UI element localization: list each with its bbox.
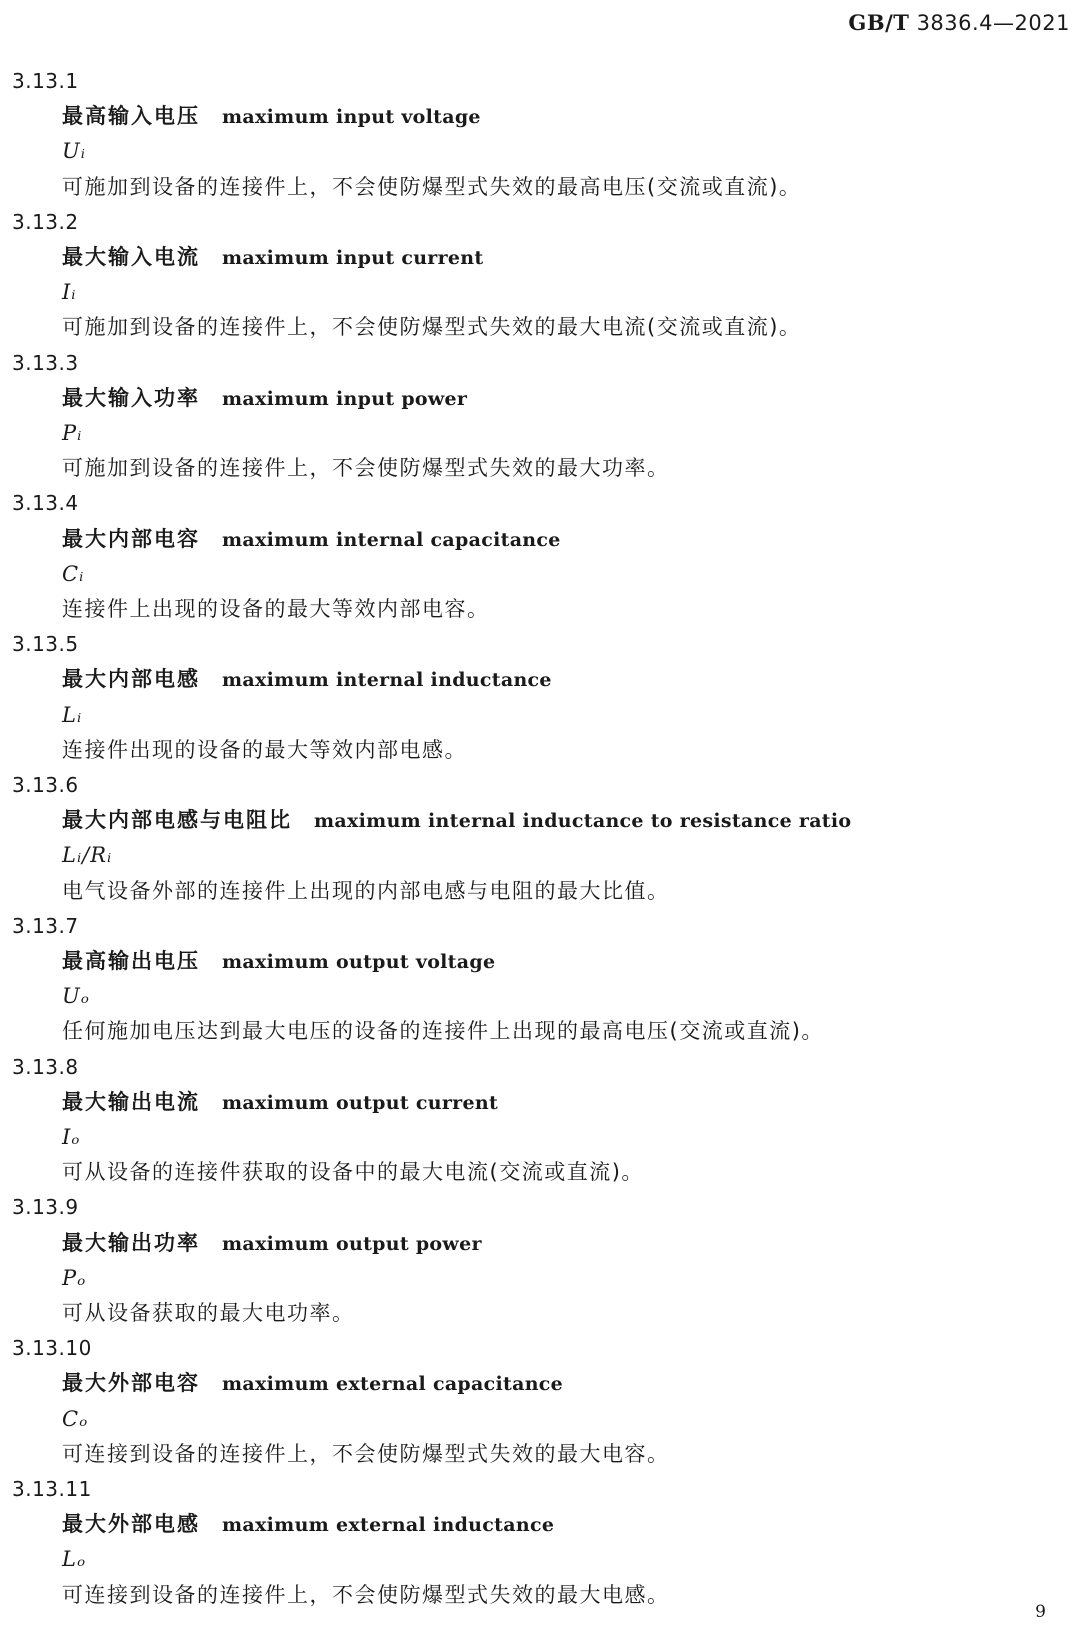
term-entry bbox=[0, 1331, 1080, 1472]
term-heading bbox=[0, 1226, 1080, 1261]
term-definition: 可施加到设备的连接件上，不会使防爆型式失效的最大功率。 bbox=[62, 456, 670, 481]
term-definition: 可连接到设备的连接件上，不会使防爆型式失效的最大电感。 bbox=[62, 1582, 670, 1607]
term-symbol: Uₒ bbox=[62, 984, 90, 1009]
term-chinese: 最大内部电感与电阻比 bbox=[62, 808, 292, 833]
term-definition: 连接件出现的设备的最大等效内部电感。 bbox=[62, 737, 467, 762]
term-entry bbox=[0, 64, 1080, 205]
term-english: maximum internal inductance to resistance ratio bbox=[314, 810, 852, 833]
term-heading bbox=[0, 99, 1080, 134]
term-definition: 可施加到设备的连接件上，不会使防爆型式失效的最大电流(交流或直流)。 bbox=[62, 315, 802, 340]
term-english: maximum external capacitance bbox=[222, 1373, 564, 1396]
term-symbol: Iᵢ bbox=[62, 280, 77, 305]
term-english: maximum external inductance bbox=[222, 1514, 555, 1537]
term-entry bbox=[0, 627, 1080, 768]
term-definition: 可连接到设备的连接件上，不会使防爆型式失效的最大电容。 bbox=[62, 1441, 670, 1466]
clause-number: 3.13.1 bbox=[12, 69, 79, 93]
term-symbol: Uᵢ bbox=[62, 139, 86, 164]
term-chinese: 最大外部电容 bbox=[62, 1371, 200, 1396]
term-heading bbox=[0, 240, 1080, 275]
term-chinese: 最大输入功率 bbox=[62, 385, 200, 410]
term-definition: 可从设备的连接件获取的设备中的最大电流(交流或直流)。 bbox=[62, 1160, 644, 1185]
term-chinese: 最大内部电容 bbox=[62, 526, 200, 551]
term-heading bbox=[0, 1507, 1080, 1542]
term-chinese: 最大输出功率 bbox=[62, 1230, 200, 1255]
term-definition: 任何施加电压达到最大电压的设备的连接件上出现的最高电压(交流或直流)。 bbox=[62, 1019, 824, 1044]
term-entry bbox=[0, 486, 1080, 627]
term-heading bbox=[0, 522, 1080, 557]
clause-number: 3.13.3 bbox=[12, 350, 79, 375]
clause-number: 3.13.11 bbox=[12, 1476, 92, 1501]
term-english: maximum input current bbox=[222, 246, 484, 269]
clause-number: 3.13.10 bbox=[12, 1336, 92, 1361]
term-heading bbox=[0, 944, 1080, 979]
standard-header bbox=[848, 10, 1070, 35]
term-entry bbox=[0, 205, 1080, 346]
standard-code: GB/T bbox=[848, 10, 910, 35]
term-english: maximum input voltage bbox=[222, 106, 481, 129]
term-entry bbox=[0, 1050, 1080, 1191]
term-symbol: Lᵢ/Rᵢ bbox=[62, 843, 113, 868]
term-chinese: 最大输入电流 bbox=[62, 244, 200, 269]
term-english: maximum input power bbox=[222, 387, 468, 410]
clause-number: 3.13.2 bbox=[12, 209, 79, 234]
standard-number: 3836.4—2021 bbox=[916, 11, 1070, 35]
term-entry bbox=[0, 909, 1080, 1050]
term-definition: 连接件上出现的设备的最大等效内部电容。 bbox=[62, 596, 490, 621]
term-heading bbox=[0, 381, 1080, 416]
term-heading bbox=[0, 662, 1080, 697]
term-symbol: Pᵢ bbox=[62, 420, 83, 445]
term-english: maximum internal capacitance bbox=[222, 528, 561, 551]
term-symbol: Cᵢ bbox=[62, 561, 85, 586]
term-english: maximum output voltage bbox=[222, 950, 496, 973]
term-heading bbox=[0, 1085, 1080, 1120]
page-number: 9 bbox=[1035, 1602, 1046, 1622]
term-definition: 电气设备外部的连接件上出现的内部电感与电阻的最大比值。 bbox=[62, 878, 670, 903]
clause-number: 3.13.6 bbox=[12, 772, 79, 797]
term-entry bbox=[0, 346, 1080, 487]
term-heading bbox=[0, 803, 1080, 838]
term-definition: 可施加到设备的连接件上，不会使防爆型式失效的最高电压(交流或直流)。 bbox=[62, 174, 802, 199]
term-definition: 可从设备获取的最大电功率。 bbox=[62, 1300, 355, 1325]
term-definitions bbox=[0, 64, 1080, 1613]
term-english: maximum output current bbox=[222, 1091, 499, 1114]
clause-number: 3.13.5 bbox=[12, 632, 79, 657]
term-chinese: 最高输入电压 bbox=[62, 104, 200, 129]
term-symbol: Iₒ bbox=[62, 1124, 81, 1149]
term-english: maximum output power bbox=[222, 1232, 482, 1255]
term-heading bbox=[0, 1366, 1080, 1401]
term-entry bbox=[0, 768, 1080, 909]
term-chinese: 最大外部电感 bbox=[62, 1512, 200, 1537]
term-symbol: Pₒ bbox=[62, 1265, 87, 1290]
term-english: maximum internal inductance bbox=[222, 669, 552, 692]
clause-number: 3.13.8 bbox=[12, 1054, 79, 1079]
clause-number: 3.13.4 bbox=[12, 491, 79, 516]
clause-number: 3.13.7 bbox=[12, 913, 79, 938]
term-chinese: 最大输出电流 bbox=[62, 1089, 200, 1114]
term-symbol: Lₒ bbox=[62, 1547, 87, 1572]
term-entry bbox=[0, 1472, 1080, 1613]
term-symbol: Cₒ bbox=[62, 1406, 89, 1431]
term-chinese: 最大内部电感 bbox=[62, 667, 200, 692]
clause-number: 3.13.9 bbox=[12, 1195, 79, 1220]
term-symbol: Lᵢ bbox=[62, 702, 83, 727]
term-entry bbox=[0, 1190, 1080, 1331]
term-chinese: 最高输出电压 bbox=[62, 948, 200, 973]
